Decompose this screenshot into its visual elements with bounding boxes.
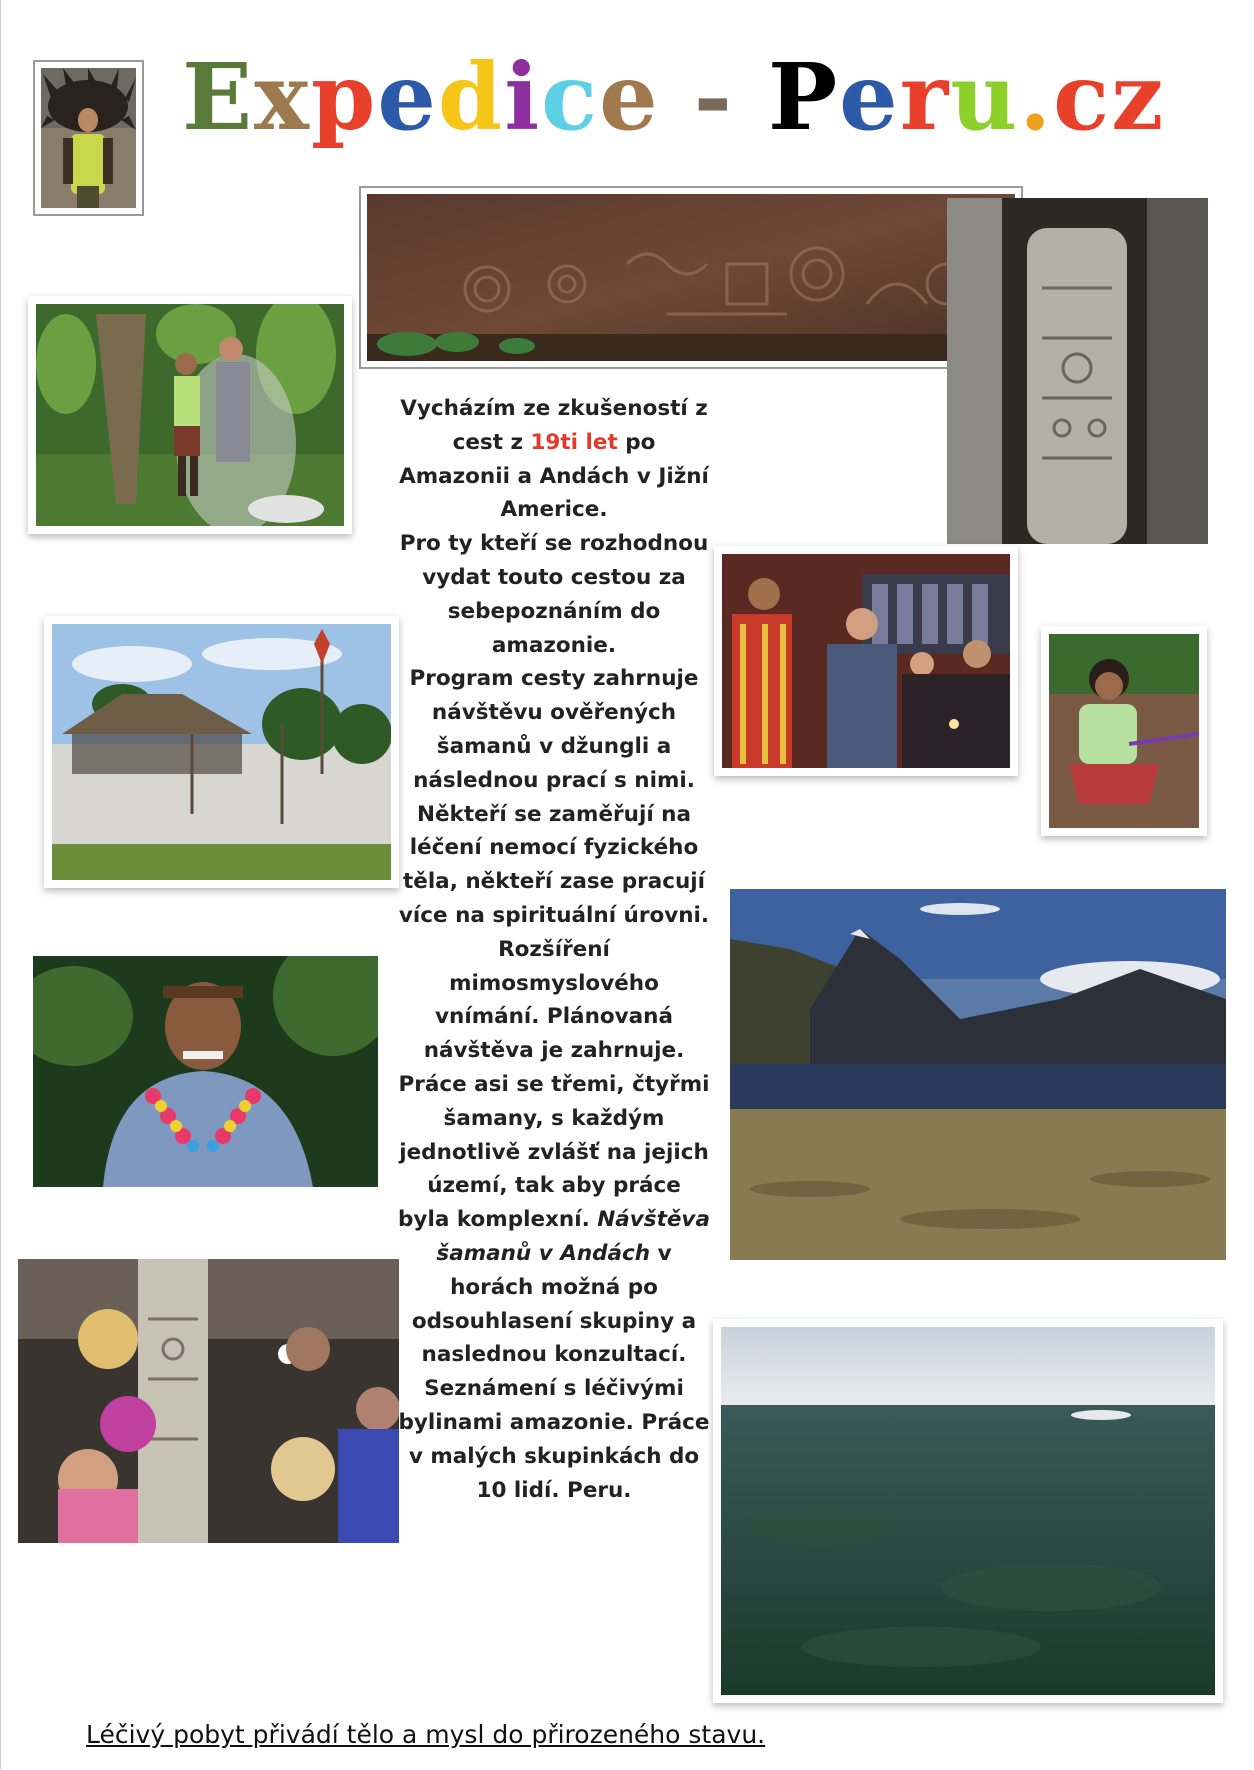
title-letter: r: [899, 43, 951, 151]
jungle-people-photo: [28, 296, 352, 534]
story-text-segment: po Amazonii a Andách v Jižní Americe.: [399, 429, 709, 523]
story-text-segment: Vycházím ze zkušeností z cest z: [400, 396, 708, 455]
title-letter: d: [437, 43, 505, 151]
story-highlight: 19ti let: [530, 429, 618, 455]
title-letter: c: [541, 43, 600, 151]
title-letter: x: [254, 43, 311, 151]
smiling-shaman-photo: [33, 956, 378, 1187]
title-letter: -: [693, 43, 734, 151]
story-text-segment: v horách možná po odsouhlasení skupiny a naslednou konzultací. Seznámení s léčivými bylinami amazonie. Práce v malých skupinkách do 10 lidí. Peru.: [398, 1240, 710, 1503]
story-paragraph: Program cesty zahrnuje návštěvu ověřených šamanů v džungli a následnou prací s nimi.: [409, 666, 699, 793]
title-letter: z: [1111, 43, 1166, 151]
title-letter: e: [377, 43, 438, 151]
andes-lake-photo: [730, 889, 1226, 1260]
stone-pillar-photo: [947, 198, 1208, 544]
petroglyph-photo: [359, 186, 1023, 369]
footer-tagline[interactable]: Léčivý pobyt přivádí tělo a mysl do přirozeného stavu.: [86, 1720, 766, 1749]
title-letter: [734, 42, 768, 152]
story-paragraph: Někteří se zaměřují na léčení nemocí fyzického těla, někteří zase pracují více na spirituální úrovni.: [398, 801, 710, 928]
aerial-rainforest-photo: [713, 1319, 1223, 1703]
story-paragraph: Pro ty kteří se rozhodnou vydat touto cestou za sebepoznáním do amazonie.: [399, 531, 709, 658]
title-letter: e: [839, 43, 900, 151]
ceremony-photo: [714, 546, 1018, 776]
title-letter: p: [310, 43, 378, 151]
story-italic: Návštěva šamanů v Andách: [436, 1207, 710, 1266]
title-letter: E: [182, 43, 255, 151]
title-letter: P: [767, 43, 840, 151]
logo-photo: [33, 60, 144, 216]
cave-group-photo: [18, 1259, 399, 1543]
story-text: [398, 392, 710, 1507]
story-paragraph: [398, 933, 710, 1508]
site-title: [182, 42, 1165, 152]
title-letter: c: [1053, 43, 1112, 151]
title-letter: [660, 42, 694, 152]
story-text-segment: Rozšíření mimosmyslového vnímání. Plánovaná návštěva je zahrnuje. Práce asi se třemi, čtyřmi šamany, s každým jednotlivě zvlášť na jejich území, tak aby práce byla komplexní.: [398, 936, 710, 1233]
story-paragraph: [398, 392, 710, 527]
child-weaving-photo: [1041, 626, 1207, 836]
thatched-huts-photo: [44, 616, 399, 888]
title-letter: .: [1019, 43, 1054, 151]
title-letter: u: [950, 43, 1020, 151]
title-letter: i: [504, 43, 542, 151]
title-letter: e: [599, 43, 660, 151]
